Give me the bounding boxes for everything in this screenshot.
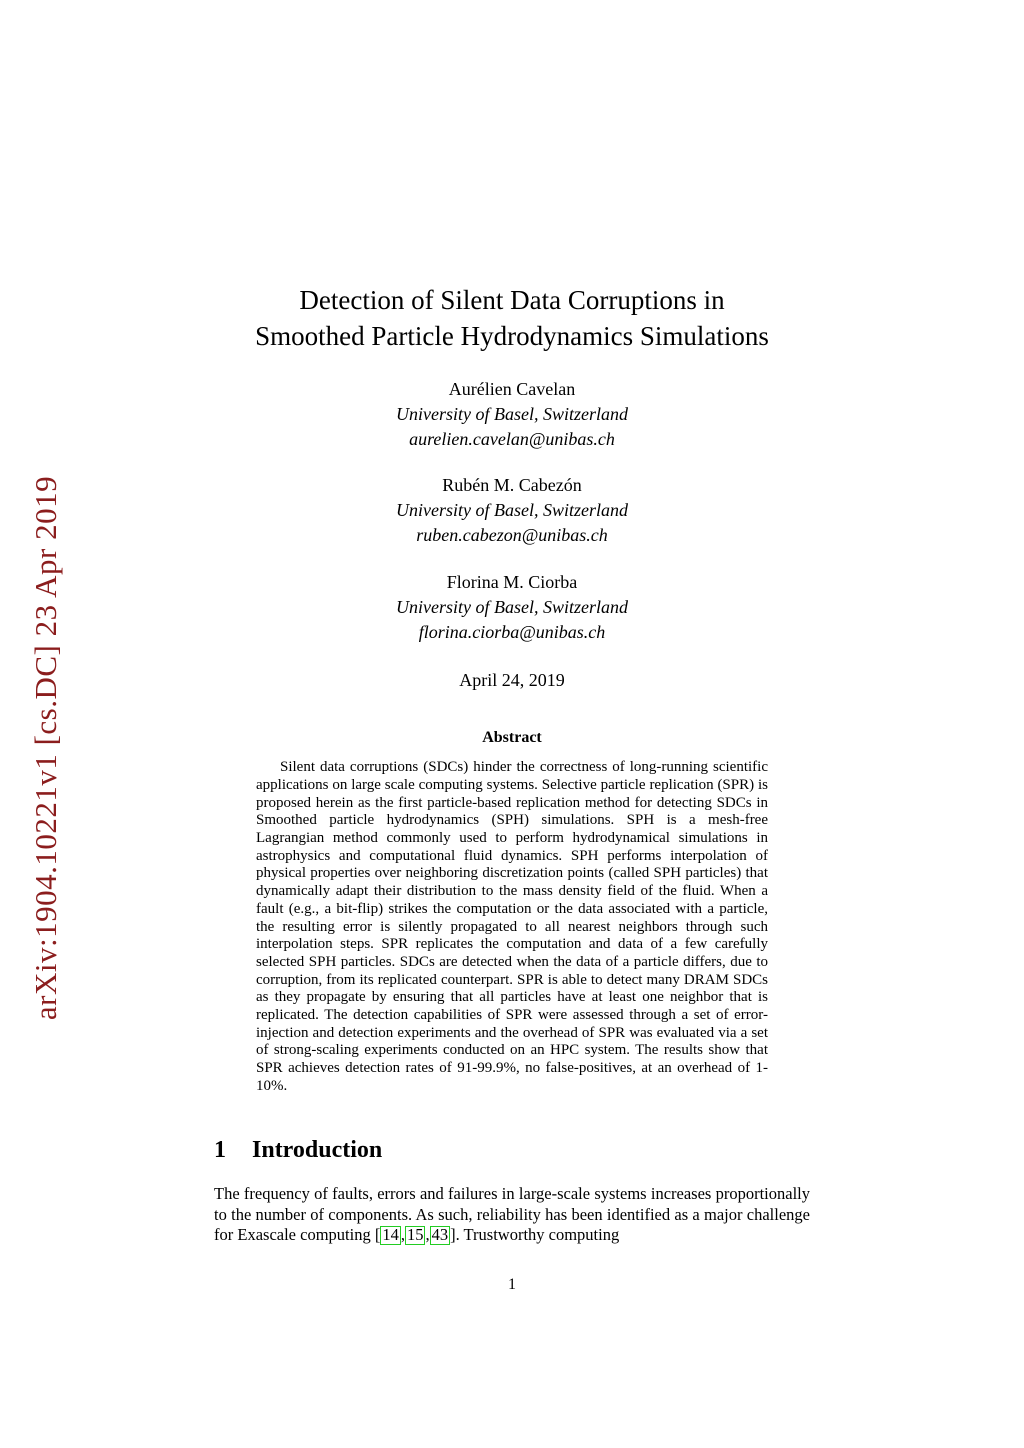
paper-title (214, 282, 810, 355)
arxiv-watermark: arXiv:1904.10221v1 [cs.DC] 23 Apr 2019 (28, 475, 63, 1021)
author-affiliation: University of Basel, Switzerland (396, 403, 628, 424)
author-email: aurelien.cavelan@unibas.ch (409, 428, 615, 449)
author-email: ruben.cabezon@unibas.ch (416, 525, 608, 546)
section-title: Introduction (252, 1137, 383, 1164)
author-affiliation: University of Basel, Switzerland (396, 596, 628, 617)
title-line-2: Smoothed Particle Hydrodynamics Simulations (255, 321, 769, 352)
section-number: 1 (214, 1137, 226, 1164)
page-number: 1 (508, 1276, 516, 1293)
abstract-heading: Abstract (482, 729, 542, 747)
citation-link-14[interactable]: 14 (382, 1225, 399, 1245)
abstract-body: Silent data corruptions (SDCs) hinder the correctness of long-running scientific applications on large scale computing systems. Selective particle replication (SPR) is proposed herein as the first particle-based replication method for detecting SDCs in Smoothed particle hydrodynamics (SPH) simulations. SPH is a mesh-free Lagrangian method commonly used to perform hydrodynamical simulations in astrophysics and computational fluid dynamics. SPH performs interpolation of physical properties over neighboring discretization points (called SPH particles) that dynamically adapt their distribution to the mass density field of the fluid. When a fault (e.g., a bit-flip) strikes the computation or the data associated with a particle, the resulting error is silently propagated to all nearest neighbors through such interpolation steps. SPR replicates the computation and data of a few carefully selected SPH particles. SDCs are detected when the data of a particle differs, due to corruption, from its replicated counterpart. SPR is able to detect many DRAM SDCs as they propagate by ensuring that all particles have at least one neighbor that is replicated. The detection capabilities of SPR were assessed through a set of error-injection and detection experiments and the overhead of SPR was evaluated via a set of strong-scaling experiments conducted on an HPC system. The results show that SPR achieves detection rates of 91-99.9%, no false-positives, at an overhead of 1-10%. (256, 759, 768, 1094)
author-name: Rubén M. Cabezón (442, 475, 582, 496)
author-name: Florina M. Ciorba (446, 571, 578, 592)
author-affiliation: University of Basel, Switzerland (396, 500, 628, 521)
author-email: florina.ciorba@unibas.ch (418, 621, 606, 642)
author-block-1 (214, 377, 810, 451)
author-name: Aurélien Cavelan (448, 378, 576, 399)
paper-content (214, 0, 810, 1246)
author-block-3 (214, 570, 810, 644)
section-1-heading (214, 1137, 810, 1164)
citation-link-43[interactable]: 43 (431, 1225, 449, 1245)
abstract-section (256, 729, 768, 1095)
citation-separator: , (425, 1225, 430, 1245)
citation-separator: , (400, 1225, 405, 1245)
intro-paragraph (214, 1184, 810, 1245)
citation-bracket-open: [ (374, 1225, 381, 1245)
title-line-1: Detection of Silent Data Corruptions in (299, 285, 725, 315)
intro-text-before: The frequency of faults, errors and failures in large-scale systems increases proportionally to the number of components. As such, reliability has been identified as a major challenge for Exascale computing (214, 1184, 810, 1245)
author-block-2 (214, 473, 810, 547)
intro-text-after: . Trustworthy computing (455, 1225, 620, 1245)
citation-link-15[interactable]: 15 (406, 1225, 424, 1245)
paper-date: April 24, 2019 (459, 670, 565, 691)
citation-bracket-close: ] (450, 1225, 456, 1245)
